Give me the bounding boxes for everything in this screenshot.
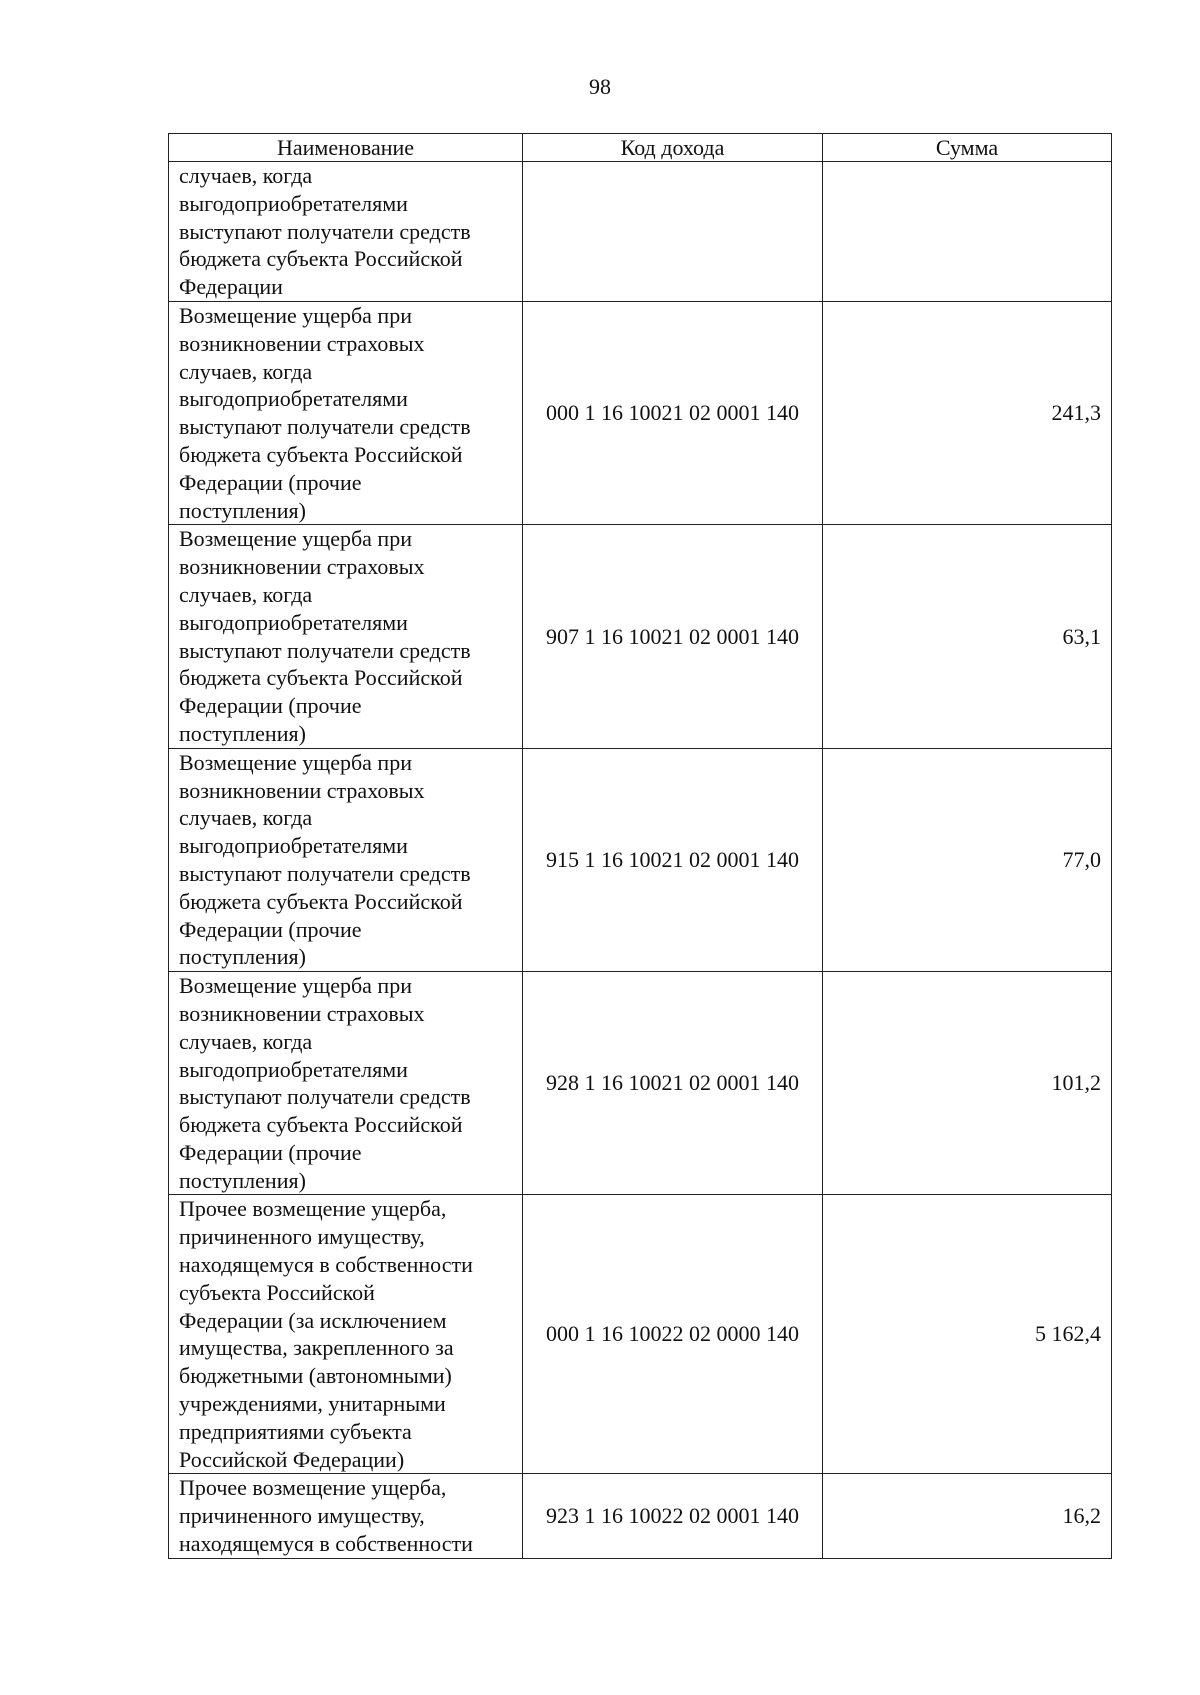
- name-line: Федерации: [179, 274, 283, 300]
- name-line: бюджета субъекта Российской: [179, 1112, 463, 1138]
- revenue-table: [168, 133, 1112, 1559]
- name-line: выступают получатели средств: [179, 1084, 471, 1110]
- name-line: субъекта Российской: [179, 1279, 375, 1305]
- header-name: Наименование: [169, 134, 523, 162]
- name-line: поступления): [179, 944, 306, 970]
- name-line: бюджета субъекта Российской: [179, 246, 463, 272]
- table-body: [169, 162, 1112, 1559]
- income-code-cell: 915 1 16 10021 02 0001 140: [523, 748, 823, 971]
- name-line: случаев, когда: [179, 163, 313, 188]
- amount-cell: 63,1: [823, 525, 1112, 748]
- name-line: Российской Федерации): [179, 1446, 405, 1472]
- name-line: причиненного имуществу,: [179, 1503, 425, 1529]
- amount-cell: [823, 162, 1112, 302]
- amount-cell: 16,2: [823, 1474, 1112, 1558]
- income-code-cell: 928 1 16 10021 02 0001 140: [523, 972, 823, 1195]
- amount-cell: 101,2: [823, 972, 1112, 1195]
- name-line: Возмещение ущерба при: [179, 302, 412, 328]
- name-line: выступают получатели средств: [179, 218, 471, 244]
- amount-cell: 5 162,4: [823, 1195, 1112, 1474]
- name-line: случаев, когда: [179, 358, 313, 384]
- header-row: [169, 134, 1112, 162]
- name-line: Федерации (прочие: [179, 1139, 362, 1165]
- name-line: возникновении страховых: [179, 330, 425, 356]
- name-line: Прочее возмещение ущерба,: [179, 1196, 447, 1222]
- name-cell: [169, 1474, 523, 1558]
- name-line: Возмещение ущерба при: [179, 749, 412, 775]
- amount-cell: 77,0: [823, 748, 1112, 971]
- name-line: Федерации (прочие: [179, 693, 362, 719]
- name-line: находящемуся в собственности: [179, 1252, 473, 1278]
- name-line: поступления): [179, 1167, 306, 1193]
- name-line: причиненного имуществу,: [179, 1224, 425, 1250]
- amount-cell: 241,3: [823, 301, 1112, 524]
- name-line: имущества, закрепленного за: [179, 1335, 454, 1361]
- name-line: выступают получатели средств: [179, 637, 471, 663]
- name-line: случаев, когда: [179, 581, 313, 607]
- page-number: 98: [589, 74, 611, 99]
- name-line: Федерации (за исключением: [179, 1307, 447, 1333]
- name-line: бюджета субъекта Российской: [179, 665, 463, 691]
- income-code-cell: [523, 162, 823, 302]
- name-line: выгодоприобретателями: [179, 386, 408, 412]
- name-line: бюджета субъекта Российской: [179, 888, 463, 914]
- table-row: [169, 162, 1112, 302]
- name-cell: [169, 1195, 523, 1474]
- name-line: поступления): [179, 497, 306, 523]
- table-row: [169, 301, 1112, 524]
- table-row: [169, 1195, 1112, 1474]
- name-line: выгодоприобретателями: [179, 1056, 408, 1082]
- name-line: возникновении страховых: [179, 777, 425, 803]
- name-line: выгодоприобретателями: [179, 190, 408, 216]
- name-line: Возмещение ущерба при: [179, 526, 412, 552]
- name-line: бюджета субъекта Российской: [179, 441, 463, 467]
- table-row: [169, 1474, 1112, 1558]
- name-line: выступают получатели средств: [179, 414, 471, 440]
- table-row: [169, 748, 1112, 971]
- name-line: поступления): [179, 720, 306, 746]
- name-cell: [169, 301, 523, 524]
- name-line: Возмещение ущерба при: [179, 973, 412, 999]
- income-code-cell: 907 1 16 10021 02 0001 140: [523, 525, 823, 748]
- header-code: Код дохода: [523, 134, 823, 162]
- income-code-cell: 000 1 16 10022 02 0000 140: [523, 1195, 823, 1474]
- table-header: [169, 134, 1112, 162]
- name-cell: [169, 525, 523, 748]
- name-line: находящемуся в собственности: [179, 1531, 473, 1557]
- income-code-cell: 000 1 16 10021 02 0001 140: [523, 301, 823, 524]
- name-cell: [169, 748, 523, 971]
- name-line: Федерации (прочие: [179, 916, 362, 942]
- name-line: Федерации (прочие: [179, 469, 362, 495]
- name-line: выступают получатели средств: [179, 860, 471, 886]
- name-cell: [169, 972, 523, 1195]
- header-sum: Сумма: [823, 134, 1112, 162]
- name-line: бюджетными (автономными): [179, 1363, 452, 1389]
- name-cell: [169, 162, 523, 302]
- table-row: [169, 525, 1112, 748]
- name-line: возникновении страховых: [179, 554, 425, 580]
- name-line: выгодоприобретателями: [179, 833, 408, 859]
- name-line: выгодоприобретателями: [179, 609, 408, 635]
- name-line: возникновении страховых: [179, 1000, 425, 1026]
- income-code-cell: 923 1 16 10022 02 0001 140: [523, 1474, 823, 1558]
- name-line: учреждениями, унитарными: [179, 1391, 446, 1417]
- name-line: Прочее возмещение ущерба,: [179, 1475, 447, 1501]
- name-line: предприятиями субъекта: [179, 1418, 412, 1444]
- name-line: случаев, когда: [179, 805, 313, 831]
- name-line: случаев, когда: [179, 1028, 313, 1054]
- table-row: [169, 972, 1112, 1195]
